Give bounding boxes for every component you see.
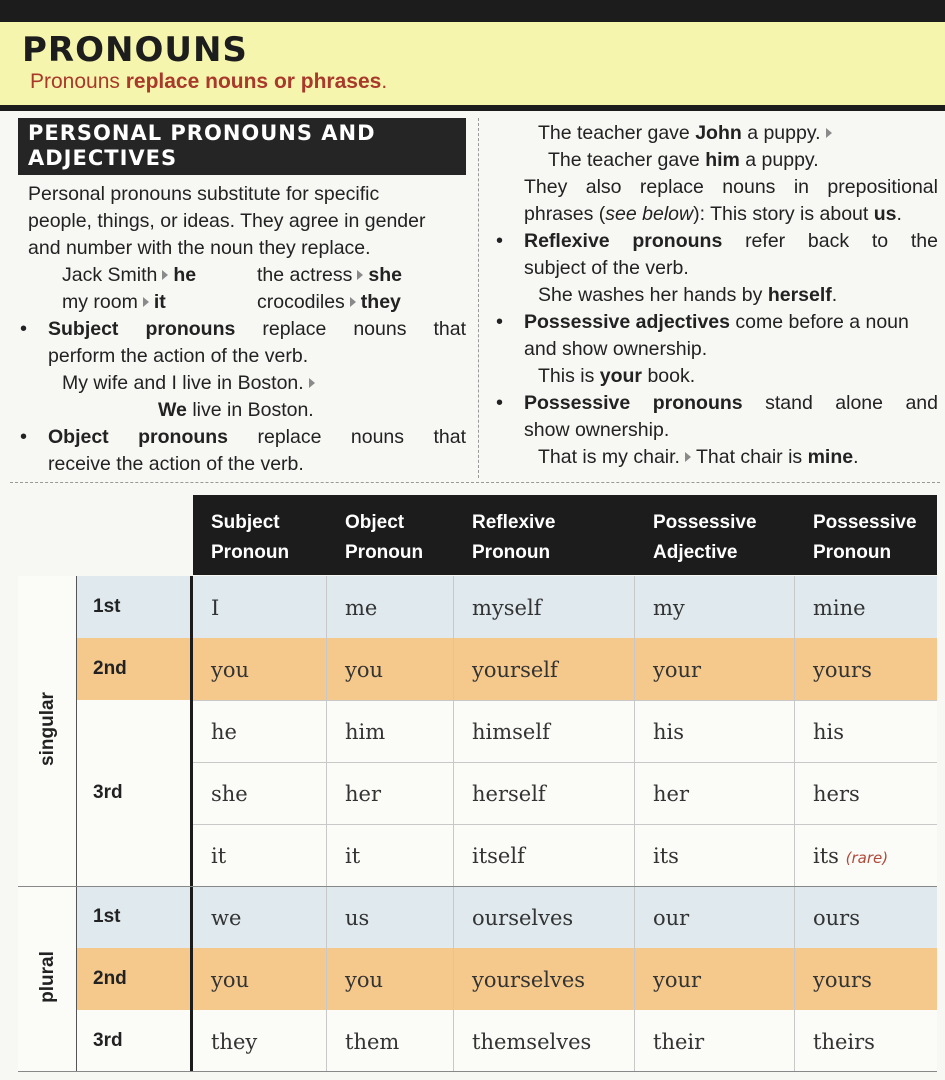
example-crocodiles: crocodiles they bbox=[257, 291, 401, 313]
table-cell: your bbox=[653, 968, 702, 992]
table-cell: your bbox=[653, 658, 702, 682]
table-cell: itself bbox=[472, 844, 525, 868]
table-cell: it bbox=[345, 844, 361, 868]
intro-line-2: people, things, or ideas. They agree in gender bbox=[28, 210, 426, 232]
table-cell: yourself bbox=[472, 658, 558, 682]
arrow-icon bbox=[309, 378, 315, 388]
grid-line bbox=[18, 886, 937, 887]
group-label-plural: plural bbox=[37, 951, 58, 1003]
grid-line bbox=[193, 824, 937, 825]
table-cell: themselves bbox=[472, 1030, 592, 1054]
section-title: PERSONAL PRONOUNS AND ADJECTIVES bbox=[18, 118, 466, 175]
table-cell: theirs bbox=[813, 1030, 875, 1054]
table-cell: her bbox=[345, 782, 381, 806]
header-object-pronoun: Object Pronoun bbox=[345, 512, 424, 563]
table-cell: myself bbox=[472, 596, 542, 620]
section-divider bbox=[10, 482, 940, 483]
grid-line bbox=[193, 762, 937, 763]
header-reflexive-pronoun: Reflexive Pronoun bbox=[472, 512, 556, 563]
intro-line-3: and number with the noun they replace. bbox=[28, 237, 371, 259]
poss-adj-line-2: and show ownership. bbox=[524, 338, 708, 360]
person-label: 1st bbox=[93, 596, 121, 617]
header-possessive-adjective: Possessive Adjective bbox=[653, 512, 757, 563]
grid-line bbox=[18, 1071, 937, 1072]
table-cell: you bbox=[345, 968, 384, 992]
group-label-singular: singular bbox=[37, 692, 58, 766]
table-cell: she bbox=[211, 782, 248, 806]
arrow-icon bbox=[162, 270, 168, 280]
poss-adj-example: This is your book. bbox=[538, 365, 696, 387]
grid-line bbox=[76, 576, 77, 1072]
example-room: my room it bbox=[62, 291, 166, 313]
object-line-1: Object pronouns replace nouns that bbox=[48, 426, 466, 448]
example-jack: Jack Smith he bbox=[62, 264, 197, 286]
table-cell: us bbox=[345, 906, 370, 930]
table-cell: hers bbox=[813, 782, 860, 806]
table-cell: his bbox=[653, 720, 685, 744]
subject-example-1: My wife and I live in Boston. bbox=[62, 370, 320, 397]
poss-pro-example: That is my chair. That chair is mine. bbox=[538, 446, 859, 468]
grid-line bbox=[193, 700, 937, 701]
arrow-icon bbox=[350, 297, 356, 307]
bullet-icon: • bbox=[496, 311, 504, 333]
table-cell: they bbox=[211, 1030, 258, 1054]
table-cell: its bbox=[653, 844, 679, 868]
object-example-2: The teacher gave him a puppy. bbox=[548, 149, 819, 171]
subject-line-1: Subject pronouns replace nouns that bbox=[48, 318, 466, 340]
table-cell: their bbox=[653, 1030, 705, 1054]
person-label: 1st bbox=[93, 906, 121, 927]
poss-pro-line-1: Possessive pronouns stand alone and bbox=[524, 392, 938, 414]
poss-pro-line-2: show ownership. bbox=[524, 419, 670, 441]
subject-line-2: perform the action of the verb. bbox=[48, 345, 309, 367]
intro-line-1: Personal pronouns substitute for specific bbox=[28, 183, 380, 205]
header-subject-pronoun: Subject Pronoun bbox=[211, 512, 290, 563]
arrow-icon bbox=[685, 452, 691, 462]
bullet-icon: • bbox=[496, 392, 504, 414]
table-cell: yours bbox=[813, 968, 872, 992]
table-cell: you bbox=[211, 658, 250, 682]
table-cell: herself bbox=[472, 782, 546, 806]
reflexive-line-1: Reflexive pronouns refer back to the bbox=[524, 230, 938, 252]
table-cell: yourselves bbox=[472, 968, 586, 992]
arrow-icon bbox=[143, 297, 149, 307]
arrow-icon bbox=[826, 128, 832, 138]
table-cell: my bbox=[653, 596, 685, 620]
page-title: PRONOUNS bbox=[22, 30, 248, 70]
reflexive-line-2: subject of the verb. bbox=[524, 257, 689, 279]
object-example-1: The teacher gave John a puppy. bbox=[538, 120, 837, 147]
table-cell: him bbox=[345, 720, 386, 744]
example-actress: the actress she bbox=[257, 264, 402, 286]
top-bar bbox=[0, 0, 945, 22]
table-cell: I bbox=[211, 596, 220, 620]
table-cell: her bbox=[653, 782, 689, 806]
header-rule bbox=[0, 105, 945, 111]
person-label: 2nd bbox=[93, 658, 127, 679]
table-cell: himself bbox=[472, 720, 550, 744]
poss-adj-line-1: Possessive adjectives come before a noun bbox=[524, 311, 909, 333]
table-cell: them bbox=[345, 1030, 400, 1054]
table-cell: we bbox=[211, 906, 242, 930]
bullet-icon: • bbox=[496, 230, 504, 252]
person-label: 3rd bbox=[93, 782, 123, 803]
person-label: 2nd bbox=[93, 968, 127, 989]
reflexive-example: She washes her hands by herself. bbox=[538, 284, 838, 306]
table-cell: our bbox=[653, 906, 690, 930]
table-cell: he bbox=[211, 720, 237, 744]
arrow-icon bbox=[357, 270, 363, 280]
table-cell: ourselves bbox=[472, 906, 574, 930]
prepositional-line-2: phrases (see below): This story is about us. bbox=[524, 203, 902, 225]
table-cell: you bbox=[345, 658, 384, 682]
table-cell: yours bbox=[813, 658, 872, 682]
rare-note: (rare) bbox=[845, 849, 889, 867]
table-cell: his bbox=[813, 720, 845, 744]
person-label: 3rd bbox=[93, 1030, 123, 1051]
table-cell: mine bbox=[813, 596, 866, 620]
bullet-icon: • bbox=[20, 426, 28, 448]
bullet-icon: • bbox=[20, 318, 28, 340]
object-line-2: receive the action of the verb. bbox=[48, 453, 304, 475]
table-cell: me bbox=[345, 596, 378, 620]
table-cell: ours bbox=[813, 906, 860, 930]
column-divider bbox=[478, 118, 479, 478]
table-cell: its (rare) bbox=[813, 844, 889, 868]
prepositional-line-1: They also replace nouns in prepositional bbox=[524, 176, 938, 198]
page-subtitle: Pronouns replace nouns or phrases. bbox=[30, 70, 388, 93]
subject-example-2: We live in Boston. bbox=[158, 399, 314, 421]
table-cell: it bbox=[211, 844, 227, 868]
table-cell: you bbox=[211, 968, 250, 992]
header-possessive-pronoun: Possessive Pronoun bbox=[813, 512, 917, 563]
